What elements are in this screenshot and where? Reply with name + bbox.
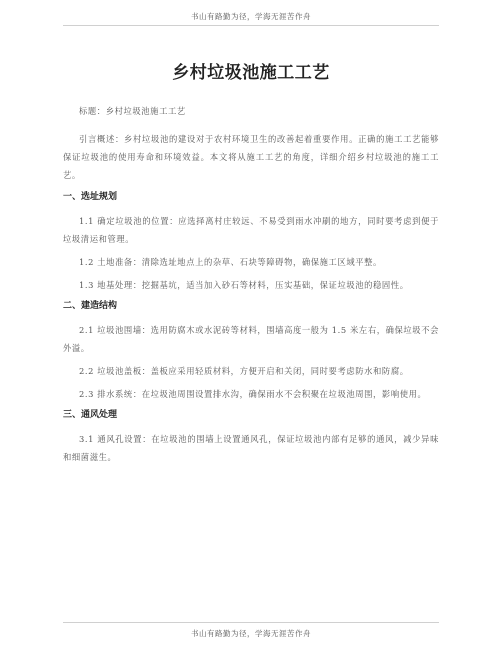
section-heading: 三、通风处理 [63, 410, 118, 420]
section-paragraph: 2.1 垃圾池围墙：选用防腐木或水泥砖等材料，围墙高度一般为 1.5 米左右，确保垃圾不会外溢。 [63, 325, 439, 353]
header-divider [63, 25, 439, 26]
section-structure [63, 299, 439, 403]
subtitle-line: 标题：乡村垃圾池施工工艺 [79, 106, 186, 116]
section-paragraph: 3.1 通风孔设置：在垃圾池的围墙上设置通风孔，保证垃圾池内部有足够的通风，减少异味和细菌滋生。 [63, 434, 439, 462]
section-paragraph: 2.2 垃圾池盖板：盖板应采用轻质材料，方便开启和关闭，同时要考虑防水和防腐。 [79, 366, 409, 376]
section-ventilation [63, 408, 439, 466]
section-site-planning [63, 190, 439, 294]
section-paragraph: 1.3 地基处理：挖掘基坑，适当加入砂石等材料，压实基础，保证垃圾池的稳固性。 [79, 280, 409, 290]
section-paragraph: 1.1 确定垃圾池的位置：应选择离村庄较远、不易受到雨水冲刷的地方，同时要考虑到便于垃圾清运和管理。 [63, 216, 439, 244]
intro-paragraph: 引言概述：乡村垃圾池的建设对于农村环境卫生的改善起着重要作用。正确的施工工艺能够保证垃圾池的使用寿命和环境效益。本文将从施工工艺的角度，详细介绍乡村垃圾池的施工工艺。 [63, 134, 439, 180]
section-paragraph: 2.3 排水系统：在垃圾池周围设置排水沟，确保雨水不会积聚在垃圾池周围，影响使用。 [79, 389, 427, 399]
footer-divider [63, 622, 439, 623]
section-paragraph: 1.2 土地准备：清除选址地点上的杂草、石块等障碍物，确保施工区域平整。 [79, 257, 382, 267]
document-title: 乡村垃圾池施工工艺 [172, 63, 330, 83]
page-header: 书山有路勤为径，学海无涯苦作舟 [191, 12, 311, 21]
section-heading: 二、建造结构 [63, 301, 118, 311]
section-heading: 一、选址规划 [63, 192, 118, 202]
document-body [63, 58, 439, 471]
page-footer: 书山有路勤为径，学海无涯苦作舟 [191, 629, 311, 638]
